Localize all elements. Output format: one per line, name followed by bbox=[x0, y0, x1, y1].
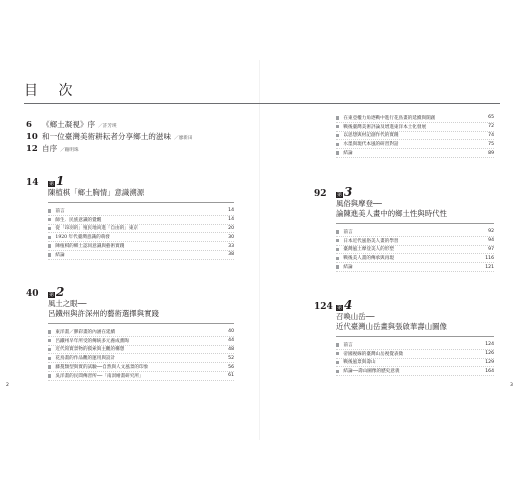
section-title: 帝國視線的臺灣山岳視覺表徵 bbox=[343, 351, 404, 357]
section-row[interactable] bbox=[336, 246, 494, 255]
bullet-square-icon bbox=[48, 365, 51, 368]
section-page: 74 bbox=[488, 132, 494, 138]
section-page: 75 bbox=[488, 141, 494, 147]
chapter-number: 1 bbox=[56, 174, 65, 188]
front-matter-author: ／許芳瑛 bbox=[98, 124, 117, 129]
section-title: 前言 bbox=[343, 229, 353, 235]
chapter-number: 2 bbox=[56, 285, 65, 299]
section-page: 65 bbox=[488, 115, 494, 121]
chapter-title: 陳植棋「鄉土胸情」意識溯源 bbox=[48, 188, 145, 197]
bullet-square-icon bbox=[48, 209, 51, 212]
section-title: 結論 bbox=[55, 252, 65, 258]
bullet-square-icon bbox=[336, 230, 339, 233]
bullet-square-icon bbox=[48, 339, 51, 342]
section-title: 以思想與材記創作代的實踐 bbox=[343, 133, 399, 139]
section-page: 40 bbox=[228, 329, 234, 335]
front-matter-title: 自序 bbox=[42, 144, 58, 153]
section-row[interactable] bbox=[48, 372, 234, 381]
front-matter-author: ／廖新田 bbox=[174, 136, 193, 141]
front-matter-page: 6 bbox=[26, 120, 32, 130]
section-row[interactable] bbox=[336, 254, 494, 263]
chapter-subtitle: 呂鐵州與許深州的藝術選擇與實踐 bbox=[48, 309, 159, 318]
section-title: 戰後風景與壽山 bbox=[343, 360, 376, 366]
section-page: 89 bbox=[488, 150, 494, 156]
section-row[interactable] bbox=[336, 140, 494, 149]
section-page: 14 bbox=[228, 217, 234, 223]
section-row[interactable] bbox=[48, 337, 234, 346]
chapter-label: 第 bbox=[49, 181, 55, 187]
section-page: 97 bbox=[488, 246, 494, 252]
section-row[interactable] bbox=[48, 354, 234, 363]
front-matter-item[interactable] bbox=[26, 119, 256, 130]
bullet-square-icon bbox=[336, 248, 339, 251]
section-title: 吳洋畫的民間傳習所──「南溟繪畫研究所」 bbox=[55, 373, 144, 379]
bullet-square-icon bbox=[48, 357, 51, 360]
chapter-title: 風土之眼── bbox=[48, 299, 87, 308]
section-page: 14 bbox=[228, 208, 234, 214]
section-page: 94 bbox=[488, 238, 494, 244]
section-row[interactable] bbox=[336, 237, 494, 246]
section-title: 戰後美人畫的傳承與再現 bbox=[343, 256, 394, 262]
chapter-number: 4 bbox=[344, 298, 353, 312]
section-page: 20 bbox=[228, 225, 234, 231]
section-row[interactable] bbox=[48, 207, 234, 216]
section-row[interactable] bbox=[336, 123, 494, 132]
front-matter-title: 《鄉土凝視》序 bbox=[42, 120, 96, 129]
bullet-square-icon bbox=[336, 257, 339, 260]
bullet-square-icon bbox=[336, 265, 339, 268]
section-title: 在東亞權力角逐戰中進行花鳥畫的延續與開創 bbox=[343, 115, 436, 121]
toc-title: 目 次 bbox=[24, 83, 81, 99]
bullet-square-icon bbox=[48, 348, 51, 351]
section-title: 師生．民族意識的覺醒 bbox=[55, 217, 102, 223]
bullet-square-icon bbox=[336, 370, 339, 373]
section-title: 結論──壽山圖像的歷史意義 bbox=[343, 369, 400, 375]
section-page: 44 bbox=[228, 338, 234, 344]
front-matter-page: 12 bbox=[26, 144, 38, 154]
section-row[interactable] bbox=[336, 263, 494, 272]
chapter-subtitle: 近代臺灣山岳畫與張啟華壽山圖像 bbox=[336, 322, 447, 331]
bullet-square-icon bbox=[48, 236, 51, 239]
section-page: 129 bbox=[485, 359, 494, 365]
section-page: 48 bbox=[228, 346, 234, 352]
section-row[interactable] bbox=[48, 216, 234, 225]
bullet-square-icon bbox=[336, 143, 339, 146]
section-row[interactable] bbox=[336, 114, 494, 123]
bullet-square-icon bbox=[336, 239, 339, 242]
bullet-square-icon bbox=[48, 253, 51, 256]
bullet-square-icon bbox=[48, 227, 51, 230]
front-matter-title: 和一位臺灣美術耕耘者分享鄉土的滋味 bbox=[42, 132, 172, 141]
bullet-square-icon bbox=[336, 343, 339, 346]
chapter-title: 召喚山岳── bbox=[336, 312, 375, 321]
section-title: 東洋畫／膠彩畫的內涵在延續 bbox=[55, 329, 116, 335]
chapter-3[interactable] bbox=[314, 185, 510, 272]
section-page: 126 bbox=[485, 351, 494, 357]
section-title: 臺灣風土摩登美人的形塑 bbox=[343, 247, 394, 253]
chapter-4[interactable] bbox=[314, 298, 510, 376]
section-row[interactable] bbox=[48, 363, 234, 372]
chapter-title: 風俗與摩登── bbox=[336, 199, 382, 208]
chapter-label: 第 bbox=[49, 292, 55, 298]
section-page: 121 bbox=[485, 264, 494, 270]
front-matter-author: ／賴明珠 bbox=[60, 148, 79, 153]
chapter-page: 124 bbox=[314, 302, 333, 312]
section-title: 水墨與現代本風的研習對話 bbox=[343, 142, 399, 148]
section-row[interactable] bbox=[336, 350, 494, 359]
right-page-number: 3 bbox=[510, 383, 513, 388]
front-matter-page: 10 bbox=[26, 132, 38, 142]
section-title: 前言 bbox=[343, 342, 353, 348]
bullet-square-icon bbox=[336, 352, 339, 355]
chapter-rule bbox=[336, 336, 494, 337]
section-title: 陳植棋的鄉土認同意識與藝術實踐 bbox=[55, 244, 125, 250]
chapter-subtitle: 論陳進美人畫中的鄉土性與時代性 bbox=[336, 209, 447, 218]
section-page: 52 bbox=[228, 355, 234, 361]
chapter-page: 92 bbox=[314, 189, 327, 199]
chapter-rule bbox=[48, 323, 234, 324]
section-row[interactable] bbox=[336, 228, 494, 237]
left-page-number: 2 bbox=[6, 383, 9, 388]
bullet-square-icon bbox=[48, 244, 51, 247]
section-row[interactable] bbox=[336, 132, 494, 141]
chapter-rule bbox=[336, 223, 494, 224]
front-matter-item[interactable] bbox=[26, 131, 256, 142]
section-title: 花鳥畫的作品觀的運用與設計 bbox=[55, 356, 116, 362]
bullet-square-icon bbox=[336, 361, 339, 364]
chapter-2[interactable] bbox=[26, 285, 238, 381]
title-rule bbox=[24, 103, 500, 104]
bullet-square-icon bbox=[48, 330, 51, 333]
section-page: 72 bbox=[488, 124, 494, 130]
chapter-2-continued bbox=[336, 114, 504, 158]
section-row[interactable] bbox=[48, 242, 234, 251]
chapter-page: 14 bbox=[26, 178, 39, 188]
section-title: 從「昂羽的」殖民地尚進「自由的」東京 bbox=[55, 226, 139, 232]
bullet-square-icon bbox=[336, 134, 339, 137]
section-row[interactable] bbox=[336, 359, 494, 368]
section-title: 近代寫實景物的摸索與主觀的構想 bbox=[55, 347, 125, 353]
bullet-square-icon bbox=[48, 218, 51, 221]
section-row[interactable] bbox=[336, 341, 494, 350]
section-title: 日本近代風俗美人畫的學習 bbox=[343, 238, 399, 244]
chapter-rule bbox=[48, 202, 234, 203]
section-page: 116 bbox=[485, 255, 494, 261]
section-row[interactable] bbox=[48, 225, 234, 234]
bullet-square-icon bbox=[336, 125, 339, 128]
section-title: 前言 bbox=[55, 208, 65, 214]
section-page: 124 bbox=[485, 342, 494, 348]
section-title: 結論 bbox=[343, 265, 353, 271]
section-row[interactable] bbox=[48, 346, 234, 355]
section-row[interactable] bbox=[48, 251, 234, 260]
section-page: 61 bbox=[228, 373, 234, 379]
section-title: 1920 年代臺灣意識的萌發 bbox=[55, 235, 110, 241]
section-row[interactable] bbox=[48, 328, 234, 337]
bullet-square-icon bbox=[336, 151, 339, 154]
chapter-number: 3 bbox=[344, 185, 353, 199]
section-row[interactable] bbox=[336, 149, 494, 158]
section-page: 92 bbox=[488, 229, 494, 235]
section-row[interactable] bbox=[336, 367, 494, 376]
chapter-label: 第 bbox=[337, 305, 343, 311]
chapter-page: 40 bbox=[26, 289, 39, 299]
bullet-square-icon bbox=[48, 374, 51, 377]
section-page: 33 bbox=[228, 243, 234, 249]
section-title: 結論 bbox=[343, 151, 353, 157]
section-title: 藤蔓類型與實的試驗──自然與人文風景的印象 bbox=[55, 365, 149, 371]
section-page: 164 bbox=[485, 368, 494, 374]
page-gutter bbox=[259, 60, 260, 440]
section-page: 30 bbox=[228, 234, 234, 240]
section-title: 戰後臺灣美術評論及增進東洋本土化發展 bbox=[343, 124, 427, 130]
section-title: 呂鐵州早年所受的傳統多元養成薰陶 bbox=[55, 338, 129, 344]
chapter-1[interactable] bbox=[26, 174, 238, 260]
front-matter-item[interactable] bbox=[26, 143, 256, 154]
section-page: 38 bbox=[228, 252, 234, 258]
section-page: 56 bbox=[228, 364, 234, 370]
section-row[interactable] bbox=[48, 233, 234, 242]
bullet-square-icon bbox=[336, 116, 339, 119]
chapter-label: 第 bbox=[337, 192, 343, 198]
